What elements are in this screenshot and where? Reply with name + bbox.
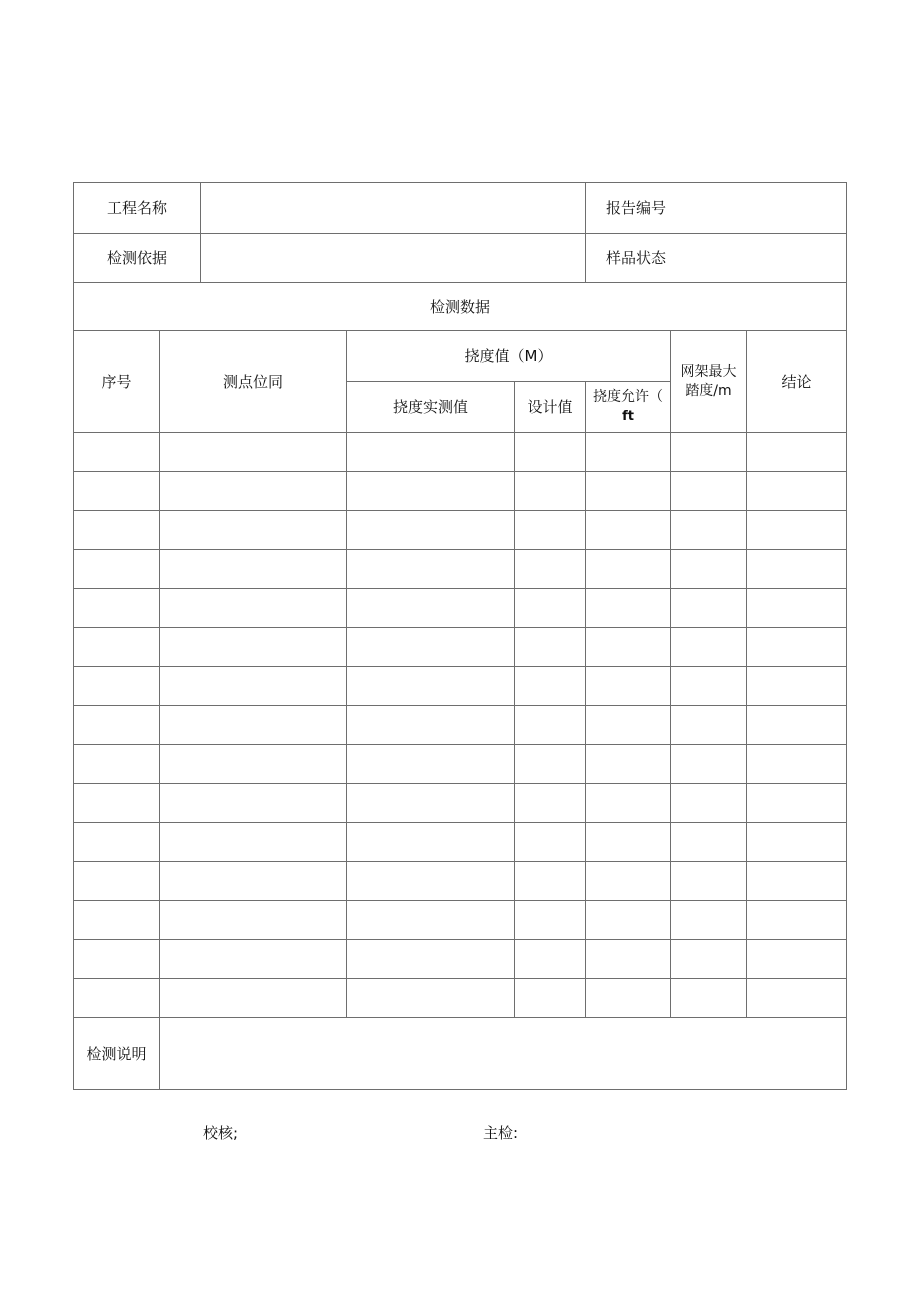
measured-cell[interactable]: [347, 901, 515, 940]
allowable-cell[interactable]: [586, 511, 671, 550]
seq-cell[interactable]: [74, 706, 160, 745]
max-cell[interactable]: [671, 628, 747, 667]
col-seq-header: 序号: [74, 331, 160, 433]
conclusion-cell[interactable]: [747, 433, 847, 472]
max-cell[interactable]: [671, 472, 747, 511]
measured-cell[interactable]: [347, 511, 515, 550]
sample-state-label: 样品状态: [586, 234, 847, 283]
table-row: [74, 940, 847, 979]
table-row: [74, 784, 847, 823]
allowable-cell[interactable]: [586, 667, 671, 706]
position-cell[interactable]: [160, 589, 347, 628]
table-row: [74, 979, 847, 1018]
table-row: [74, 433, 847, 472]
conclusion-cell[interactable]: [747, 706, 847, 745]
design-cell[interactable]: [515, 628, 586, 667]
header-row-1: [74, 183, 847, 234]
max-cell[interactable]: [671, 901, 747, 940]
section-title-row: [74, 283, 847, 331]
conclusion-cell[interactable]: [747, 550, 847, 589]
column-header-row-1: [74, 331, 847, 382]
max-cell[interactable]: [671, 550, 747, 589]
conclusion-cell[interactable]: [747, 472, 847, 511]
measured-cell[interactable]: [347, 472, 515, 511]
position-cell[interactable]: [160, 979, 347, 1018]
design-cell[interactable]: [515, 823, 586, 862]
position-cell[interactable]: [160, 550, 347, 589]
table-row: [74, 628, 847, 667]
col-design-header: 设计值: [515, 382, 586, 433]
seq-cell[interactable]: [74, 979, 160, 1018]
conclusion-cell[interactable]: [747, 901, 847, 940]
measured-cell[interactable]: [347, 433, 515, 472]
table-row: [74, 901, 847, 940]
conclusion-cell[interactable]: [747, 628, 847, 667]
allowable-cell[interactable]: [586, 823, 671, 862]
max-cell[interactable]: [671, 979, 747, 1018]
design-cell[interactable]: [515, 550, 586, 589]
measured-cell[interactable]: [347, 667, 515, 706]
seq-cell[interactable]: [74, 628, 160, 667]
seq-cell[interactable]: [74, 511, 160, 550]
conclusion-cell[interactable]: [747, 745, 847, 784]
allowable-cell[interactable]: [586, 979, 671, 1018]
allowable-cell[interactable]: [586, 706, 671, 745]
table-row: [74, 706, 847, 745]
conclusion-cell[interactable]: [747, 940, 847, 979]
table-row: [74, 589, 847, 628]
notes-row: [74, 1018, 847, 1090]
project-name-cell: [74, 183, 347, 234]
position-cell[interactable]: [160, 862, 347, 901]
allowable-cell[interactable]: [586, 745, 671, 784]
conclusion-cell[interactable]: [747, 589, 847, 628]
max-cell[interactable]: [671, 784, 747, 823]
position-cell[interactable]: [160, 667, 347, 706]
seq-cell[interactable]: [74, 745, 160, 784]
measured-cell[interactable]: [347, 589, 515, 628]
seq-cell[interactable]: [74, 784, 160, 823]
seq-cell[interactable]: [74, 667, 160, 706]
table-row: [74, 550, 847, 589]
measured-cell[interactable]: [347, 628, 515, 667]
basis-label: 检测依据: [74, 234, 201, 282]
col-allowable-line1: 挠度允许（: [593, 389, 663, 405]
design-cell[interactable]: [515, 667, 586, 706]
max-cell[interactable]: [671, 667, 747, 706]
measured-cell[interactable]: [347, 823, 515, 862]
seq-cell[interactable]: [74, 862, 160, 901]
design-cell[interactable]: [515, 433, 586, 472]
seq-cell[interactable]: [74, 589, 160, 628]
measured-cell[interactable]: [347, 550, 515, 589]
design-cell[interactable]: [515, 901, 586, 940]
design-cell[interactable]: [515, 784, 586, 823]
conclusion-cell[interactable]: [747, 862, 847, 901]
col-allowable-line2: ft: [622, 409, 634, 424]
col-measured-header: 挠度实测值: [347, 382, 515, 433]
allowable-cell[interactable]: [586, 472, 671, 511]
table-row: [74, 823, 847, 862]
project-name-field[interactable]: [347, 183, 586, 234]
conclusion-cell[interactable]: [747, 784, 847, 823]
chief-inspector-signature-label: 主检:: [483, 1124, 519, 1142]
basis-cell: [74, 234, 347, 283]
conclusion-cell[interactable]: [747, 823, 847, 862]
design-cell[interactable]: [515, 940, 586, 979]
position-cell[interactable]: [160, 511, 347, 550]
position-cell[interactable]: [160, 706, 347, 745]
allowable-cell[interactable]: [586, 433, 671, 472]
max-cell[interactable]: [671, 433, 747, 472]
report-no-label: 报告编号: [586, 183, 847, 234]
table-row: [74, 862, 847, 901]
allowable-cell[interactable]: [586, 901, 671, 940]
measured-cell[interactable]: [347, 706, 515, 745]
position-cell[interactable]: [160, 433, 347, 472]
seq-cell[interactable]: [74, 472, 160, 511]
allowable-cell[interactable]: [586, 784, 671, 823]
max-cell[interactable]: [671, 823, 747, 862]
position-cell[interactable]: [160, 745, 347, 784]
position-cell[interactable]: [160, 901, 347, 940]
table-row: [74, 745, 847, 784]
measured-cell[interactable]: [347, 745, 515, 784]
measured-cell[interactable]: [347, 862, 515, 901]
table-row: [74, 511, 847, 550]
data-rows: [74, 433, 847, 1018]
design-cell[interactable]: [515, 511, 586, 550]
table-row: [74, 667, 847, 706]
design-cell[interactable]: [515, 862, 586, 901]
allowable-cell[interactable]: [586, 550, 671, 589]
col-max-header: [671, 331, 747, 433]
measured-cell[interactable]: [347, 979, 515, 1018]
allowable-cell[interactable]: [586, 628, 671, 667]
seq-cell[interactable]: [74, 433, 160, 472]
section-title: 检测数据: [74, 283, 847, 331]
allowable-cell[interactable]: [586, 862, 671, 901]
review-signature-label: 校核;: [203, 1124, 239, 1142]
max-cell[interactable]: [671, 940, 747, 979]
max-cell[interactable]: [671, 589, 747, 628]
deflection-inspection-form: [73, 182, 847, 1090]
position-cell[interactable]: [160, 628, 347, 667]
position-cell[interactable]: [160, 940, 347, 979]
design-cell[interactable]: [515, 472, 586, 511]
max-cell[interactable]: [671, 745, 747, 784]
measured-cell[interactable]: [347, 940, 515, 979]
allowable-cell[interactable]: [586, 940, 671, 979]
measured-cell[interactable]: [347, 784, 515, 823]
col-max-line2: 踏度/m: [685, 382, 732, 399]
design-cell[interactable]: [515, 706, 586, 745]
design-cell[interactable]: [515, 589, 586, 628]
conclusion-cell[interactable]: [747, 667, 847, 706]
table-row: [74, 472, 847, 511]
col-conclusion-header: 结论: [747, 331, 847, 433]
col-deflection-group-header: 挠度值（M）: [347, 331, 671, 382]
col-allowable-header: [586, 382, 671, 433]
conclusion-cell[interactable]: [747, 511, 847, 550]
notes-label: 检测说明: [74, 1018, 160, 1090]
conclusion-cell[interactable]: [747, 979, 847, 1018]
position-cell[interactable]: [160, 784, 347, 823]
basis-field[interactable]: [347, 234, 586, 283]
notes-field[interactable]: [160, 1018, 847, 1090]
seq-cell[interactable]: [74, 940, 160, 979]
header-row-2: [74, 234, 847, 283]
position-cell[interactable]: [160, 823, 347, 862]
project-name-label: 工程名称: [74, 183, 201, 233]
allowable-cell[interactable]: [586, 589, 671, 628]
max-cell[interactable]: [671, 862, 747, 901]
col-position-header: 测点位同: [160, 331, 347, 433]
max-cell[interactable]: [671, 511, 747, 550]
max-cell[interactable]: [671, 706, 747, 745]
design-cell[interactable]: [515, 979, 586, 1018]
seq-cell[interactable]: [74, 823, 160, 862]
col-max-line1: 网架最大: [680, 363, 737, 380]
seq-cell[interactable]: [74, 901, 160, 940]
design-cell[interactable]: [515, 745, 586, 784]
position-cell[interactable]: [160, 472, 347, 511]
seq-cell[interactable]: [74, 550, 160, 589]
